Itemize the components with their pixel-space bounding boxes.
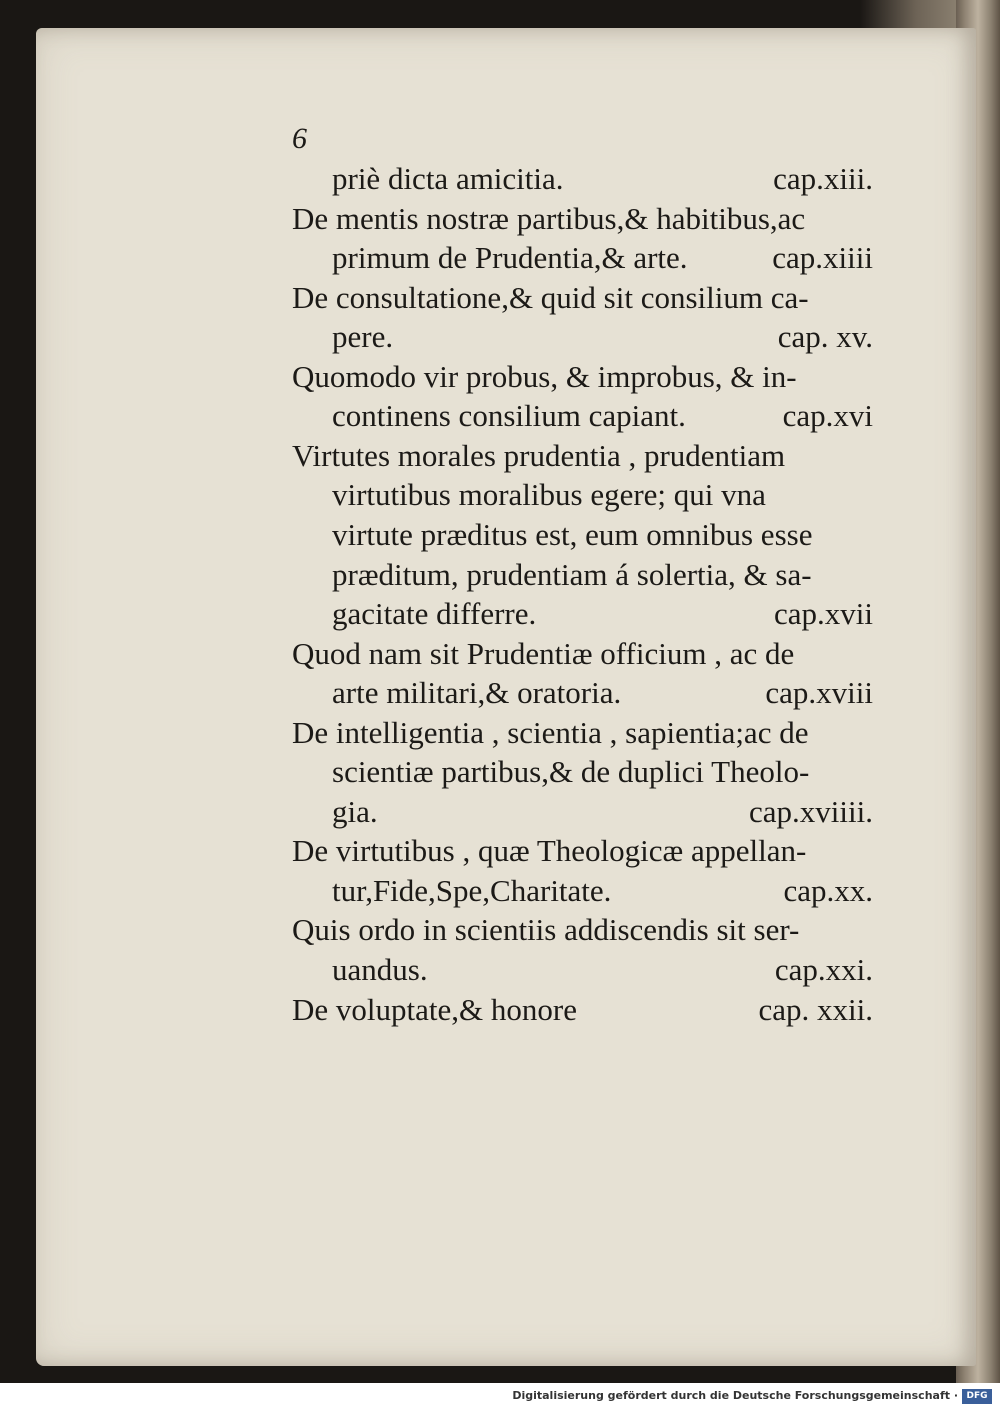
toc-chapter-ref: cap.xvi [782, 398, 873, 433]
toc-entry-text: uandus. [332, 952, 428, 987]
toc-entry-text: Quis ordo in scientiis addiscendis sit ser- [292, 912, 800, 947]
toc-entry-text: gacitate differre. [332, 596, 537, 631]
toc-line [0, 238, 1000, 278]
toc-entry-text: arte militari,& oratoria. [332, 675, 622, 710]
toc-line [0, 990, 1000, 1030]
toc-chapter-ref: cap.xiiii [772, 240, 873, 275]
toc-line [0, 673, 1000, 713]
toc-line [0, 871, 1000, 911]
toc-chapter-ref: cap. xv. [777, 319, 873, 354]
toc-chapter-ref: cap.xviii [765, 675, 873, 710]
toc-entry-text: primum de Prudentia,& arte. [332, 240, 688, 275]
toc-line [0, 910, 1000, 950]
toc-line [0, 357, 1000, 397]
toc-line [0, 278, 1000, 318]
toc-entry-text: virtutibus moralibus egere; qui vna [332, 477, 766, 512]
toc-entry-text: De consultatione,& quid sit consilium ca- [292, 280, 809, 315]
toc-line [0, 752, 1000, 792]
toc-line [0, 713, 1000, 753]
toc-line [0, 159, 1000, 199]
toc-line [0, 594, 1000, 634]
toc-chapter-ref: cap.xxi. [774, 952, 873, 987]
toc-chapter-ref: cap.xx. [783, 873, 873, 908]
toc-line [0, 317, 1000, 357]
toc-entry-text: gia. [332, 794, 378, 829]
toc-entry-text: Quod nam sit Prudentiæ officium , ac de [292, 636, 795, 671]
toc-entry-text: De voluptate,& honore [292, 992, 577, 1027]
toc-line [0, 634, 1000, 674]
toc-line [0, 436, 1000, 476]
toc-line [0, 199, 1000, 239]
toc-line [0, 831, 1000, 871]
toc-entry-text: pere. [332, 319, 394, 354]
toc-line [0, 515, 1000, 555]
toc-entry-text: De intelligentia , scientia , sapientia;ac de [292, 715, 809, 750]
toc-entry-text: De virtutibus , quæ Theologicæ appellan- [292, 833, 807, 868]
toc-entry-text: virtute præditus est, eum omnibus esse [332, 517, 813, 552]
toc-entry-text: tur,Fide,Spe,Charitate. [332, 873, 612, 908]
funding-credit: Digitalisierung gefördert durch die Deutsche Forschungsgemeinschaft · [512, 1389, 958, 1402]
toc-entry-text: priè dicta amicitia. [332, 161, 564, 196]
toc-line [0, 475, 1000, 515]
toc-line [0, 792, 1000, 832]
toc-entry-text: scientiæ partibus,& de duplici Theolo- [332, 754, 810, 789]
toc-chapter-ref: cap.xvii [774, 596, 873, 631]
toc-entry-text: De mentis nostræ partibus,& habitibus,ac [292, 201, 806, 236]
toc-line [0, 555, 1000, 595]
toc-entry-text: præditum, prudentiam á solertia, & sa- [332, 557, 812, 592]
toc-entry-text: continens consilium capiant. [332, 398, 686, 433]
toc-chapter-ref: cap.xviiii. [749, 794, 873, 829]
page-number: 6 [292, 122, 307, 155]
footer-bar [0, 1383, 1000, 1411]
toc-chapter-ref: cap. xxii. [758, 992, 873, 1027]
toc-entry-text: Virtutes morales prudentia , prudentiam [292, 438, 786, 473]
toc-line [0, 396, 1000, 436]
toc-chapter-ref: cap.xiii. [773, 161, 873, 196]
toc-line [0, 950, 1000, 990]
toc-entry-text: Quomodo vir probus, & improbus, & in- [292, 359, 797, 394]
dfg-logo: DFG [962, 1389, 992, 1404]
